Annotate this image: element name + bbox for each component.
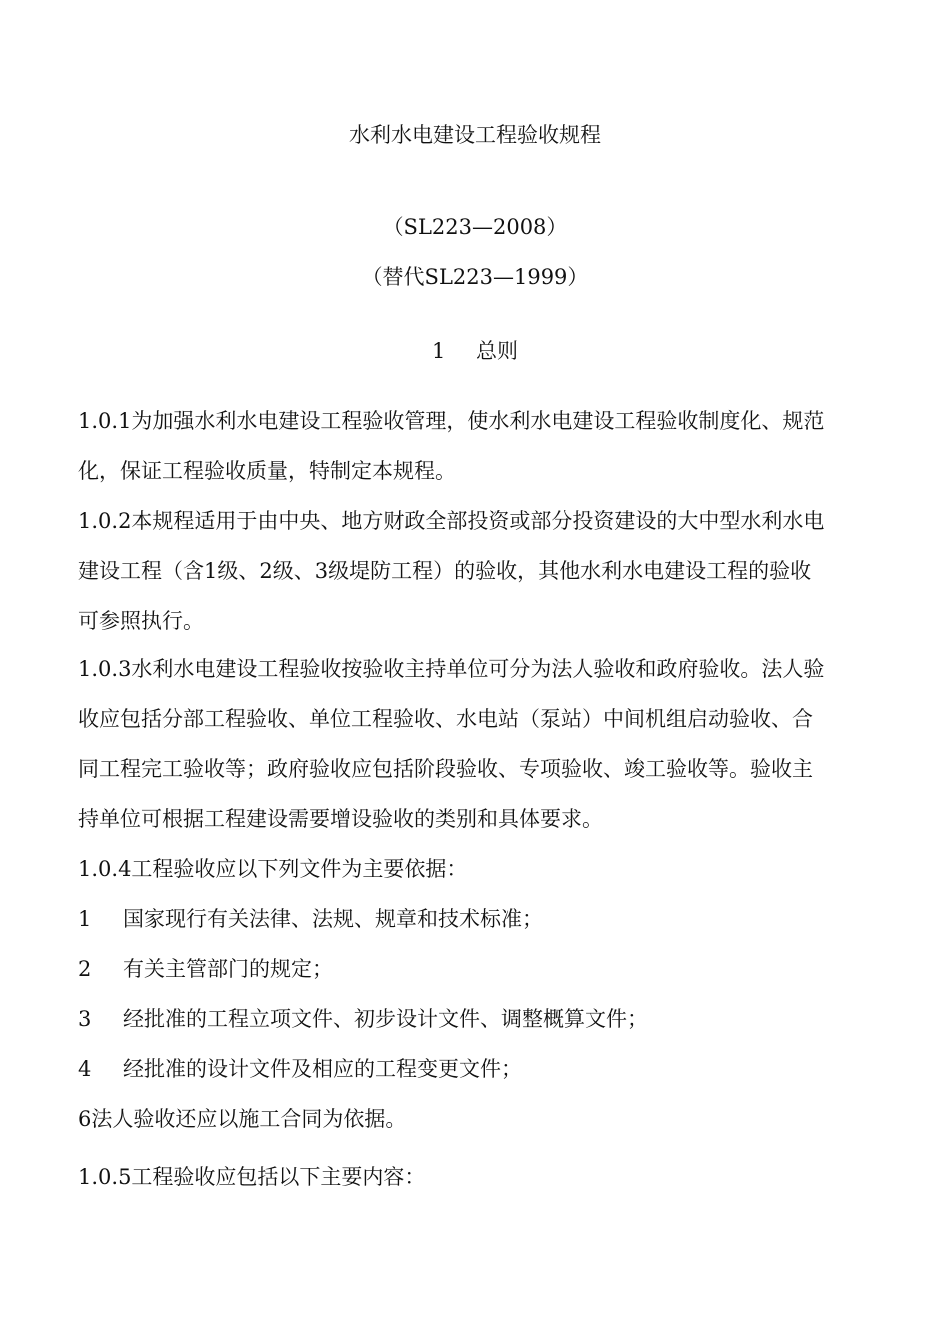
clause-1-0-3 (78, 644, 878, 844)
list-item (78, 904, 878, 934)
list-item (78, 1054, 878, 1084)
list-item-number: 2 (78, 957, 92, 981)
clause-line: 持单位可根据工程建设需要增设验收的类别和具体要求。 (78, 807, 603, 831)
list-item-text: 国家现行有关法律、法规、规章和技术标准； (123, 907, 543, 931)
standard-code: （SL223—2008） (382, 215, 568, 239)
list-item-text: 经批准的工程立项文件、初步设计文件、调整概算文件； (123, 1007, 648, 1031)
clause-line: 建设工程（含1级、2级、3级堤防工程）的验收，其他水利水电建设工程的验收 (78, 559, 812, 583)
clause-1-0-4: 1.0.4工程验收应以下列文件为主要依据： (78, 857, 468, 881)
chapter-title: 总则 (476, 339, 518, 363)
clause-line: 1.0.1为加强水利水电建设工程验收管理，使水利水电建设工程验收制度化、规范 (78, 409, 825, 433)
list-item (78, 954, 878, 984)
list-item-number: 4 (78, 1057, 92, 1081)
item-6: 6法人验收还应以施工合同为依据。 (78, 1107, 407, 1131)
list-item-number: 1 (78, 907, 92, 931)
list-item (78, 1004, 878, 1034)
list-item-text: 经批准的设计文件及相应的工程变更文件； (123, 1057, 522, 1081)
document-title: 水利水电建设工程验收规程 (349, 123, 601, 147)
chapter-heading (0, 336, 950, 366)
clause-line: 收应包括分部工程验收、单位工程验收、水电站（泵站）中间机组启动验收、合 (78, 707, 813, 731)
list-item-number: 3 (78, 1007, 92, 1031)
clause-1-0-5: 1.0.5工程验收应包括以下主要内容： (78, 1165, 426, 1189)
chapter-number: 1 (432, 339, 446, 363)
replaces-note: （替代SL223—1999） (361, 265, 589, 289)
clause-line: 可参照执行。 (78, 609, 204, 633)
list-item-text: 有关主管部门的规定； (123, 957, 333, 981)
clause-line: 化，保证工程验收质量，特制定本规程。 (78, 459, 456, 483)
clause-line: 1.0.3水利水电建设工程验收按验收主持单位可分为法人验收和政府验收。法人验 (78, 657, 825, 681)
clause-1-0-1 (78, 396, 878, 496)
clause-line: 1.0.2本规程适用于由中央、地方财政全部投资或部分投资建设的大中型水利水电 (78, 509, 825, 533)
clause-1-0-2 (78, 496, 878, 646)
clause-line: 同工程完工验收等；政府验收应包括阶段验收、专项验收、竣工验收等。验收主 (78, 757, 813, 781)
